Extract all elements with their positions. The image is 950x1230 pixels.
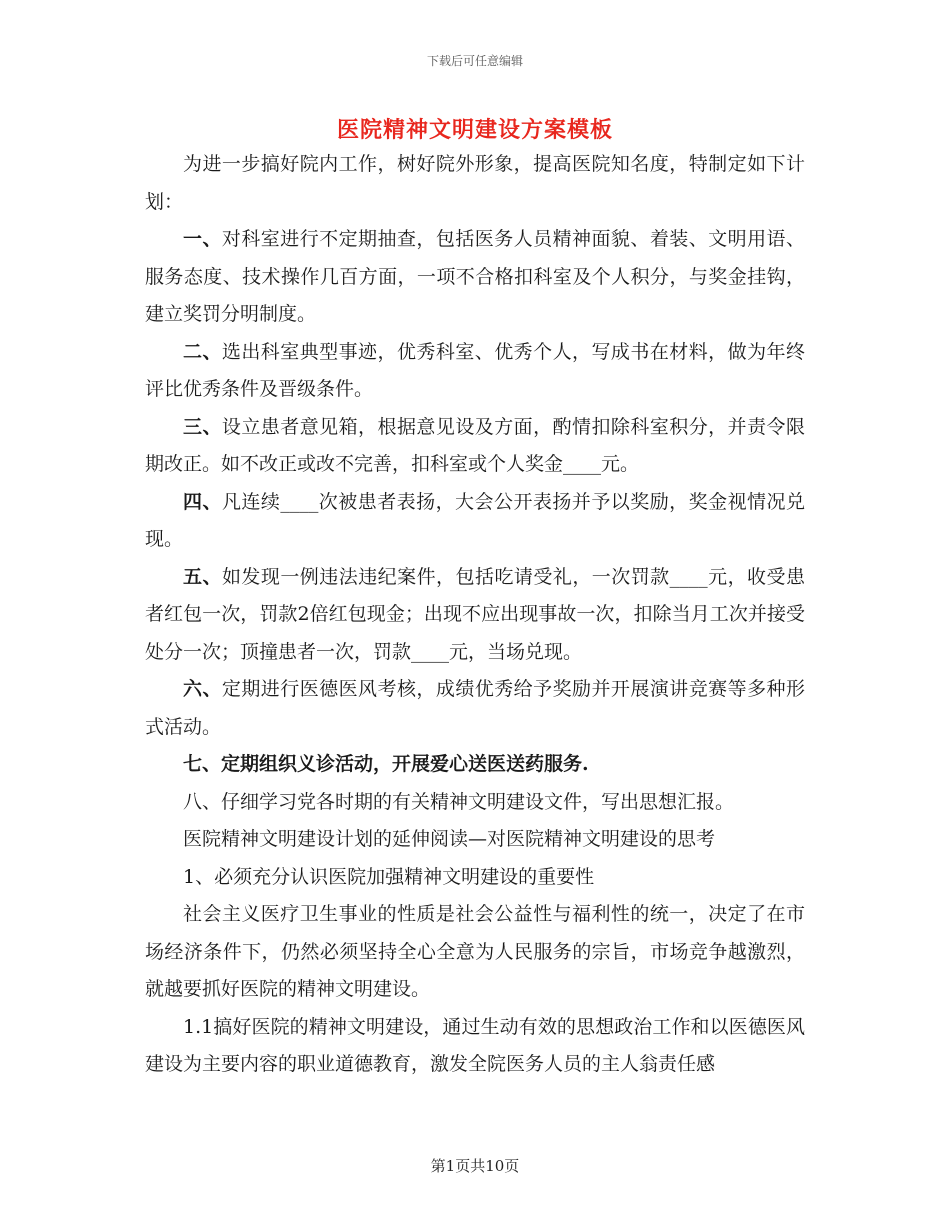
intro-paragraph: 为进一步搞好院内工作，树好院外形象，提高医院知名度，特制定如下计划： [145,153,805,213]
document-title: 医院精神文明建设方案模板 [336,117,613,143]
section-1-paragraph: 社会主义医疗卫生事业的性质是社会公益性与福利性的统一，决定了在市场经济条件下，仍然必须坚持全心全意为人民服务的宗旨，市场竞争越激烈，就越要抓好医院的精神文明建设。 [145,903,805,1000]
item-paragraph-1 [145,221,805,334]
item-paragraph-5 [145,559,805,672]
item-paragraph-2 [145,334,805,409]
section-1-1-paragraph: 1.1搞好医院的精神文明建设，通过生动有效的思想政治工作和以医德医风建设为主要内容的职业道德教育，激发全院医务人员的主人翁责任感 [145,1015,805,1075]
section-1-heading: 1、必须充分认识医院加强精神文明建设的重要性 [183,865,595,888]
item-paragraph-3 [145,409,805,484]
page-footer-number: 第1页共10页 [430,1157,520,1175]
item-paragraph-8: 八、仔细学习党各时期的有关精神文明建设文件，写出思想汇报。 [183,790,735,813]
item-lead-1: 一、 [183,228,222,250]
item-lead-5: 五、 [183,565,222,588]
item-text-5: 如发现一例违法违纪案件，包括吃请受礼，一次罚款____元，收受患者红包一次，罚款2倍红包现金；出现不应出现事故一次，扣除当月工次并接受处分一次；顶撞患者一次，罚款____元，当场兑现。 [145,565,805,663]
extended-reading-title: 医院精神文明建设计划的延伸阅读—对医院精神文明建设的思考 [183,828,716,850]
item-lead-2: 二、 [183,340,222,363]
item-text-2: 选出科室典型事迹，优秀科室、优秀个人，写成书在材料，做为年终评比优秀条件及晋级条件。 [145,340,805,400]
item-lead-6: 六、 [183,678,222,700]
item-paragraph-7: 七、定期组织义诊活动，开展爱心送医送药服务. [183,753,589,775]
item-lead-3: 三、 [183,415,222,438]
item-text-1: 对科室进行不定期抽查，包括医务人员精神面貌、着装、文明用语、服务态度、技术操作几百方面，一项不合格扣科室及个人积分，与奖金挂钩，建立奖罚分明制度。 [145,228,805,325]
item-text-6: 定期进行医德医风考核，成绩优秀给予奖励并开展演讲竞赛等多种形式活动。 [145,678,805,738]
item-text-4: 凡连续____次被患者表扬，大会公开表扬并予以奖励，奖金视情况兑现。 [145,490,805,550]
item-text-3: 设立患者意见箱，根据意见设及方面，酌情扣除科室积分，并责令限期改正。如不改正或改不完善，扣科室或个人奖金____元。 [145,415,805,475]
page-header-note: 下载后可任意编辑 [426,54,523,68]
document-body [145,146,805,1084]
item-paragraph-6 [145,671,805,746]
item-paragraph-4 [145,484,805,559]
item-lead-4: 四、 [183,490,222,513]
